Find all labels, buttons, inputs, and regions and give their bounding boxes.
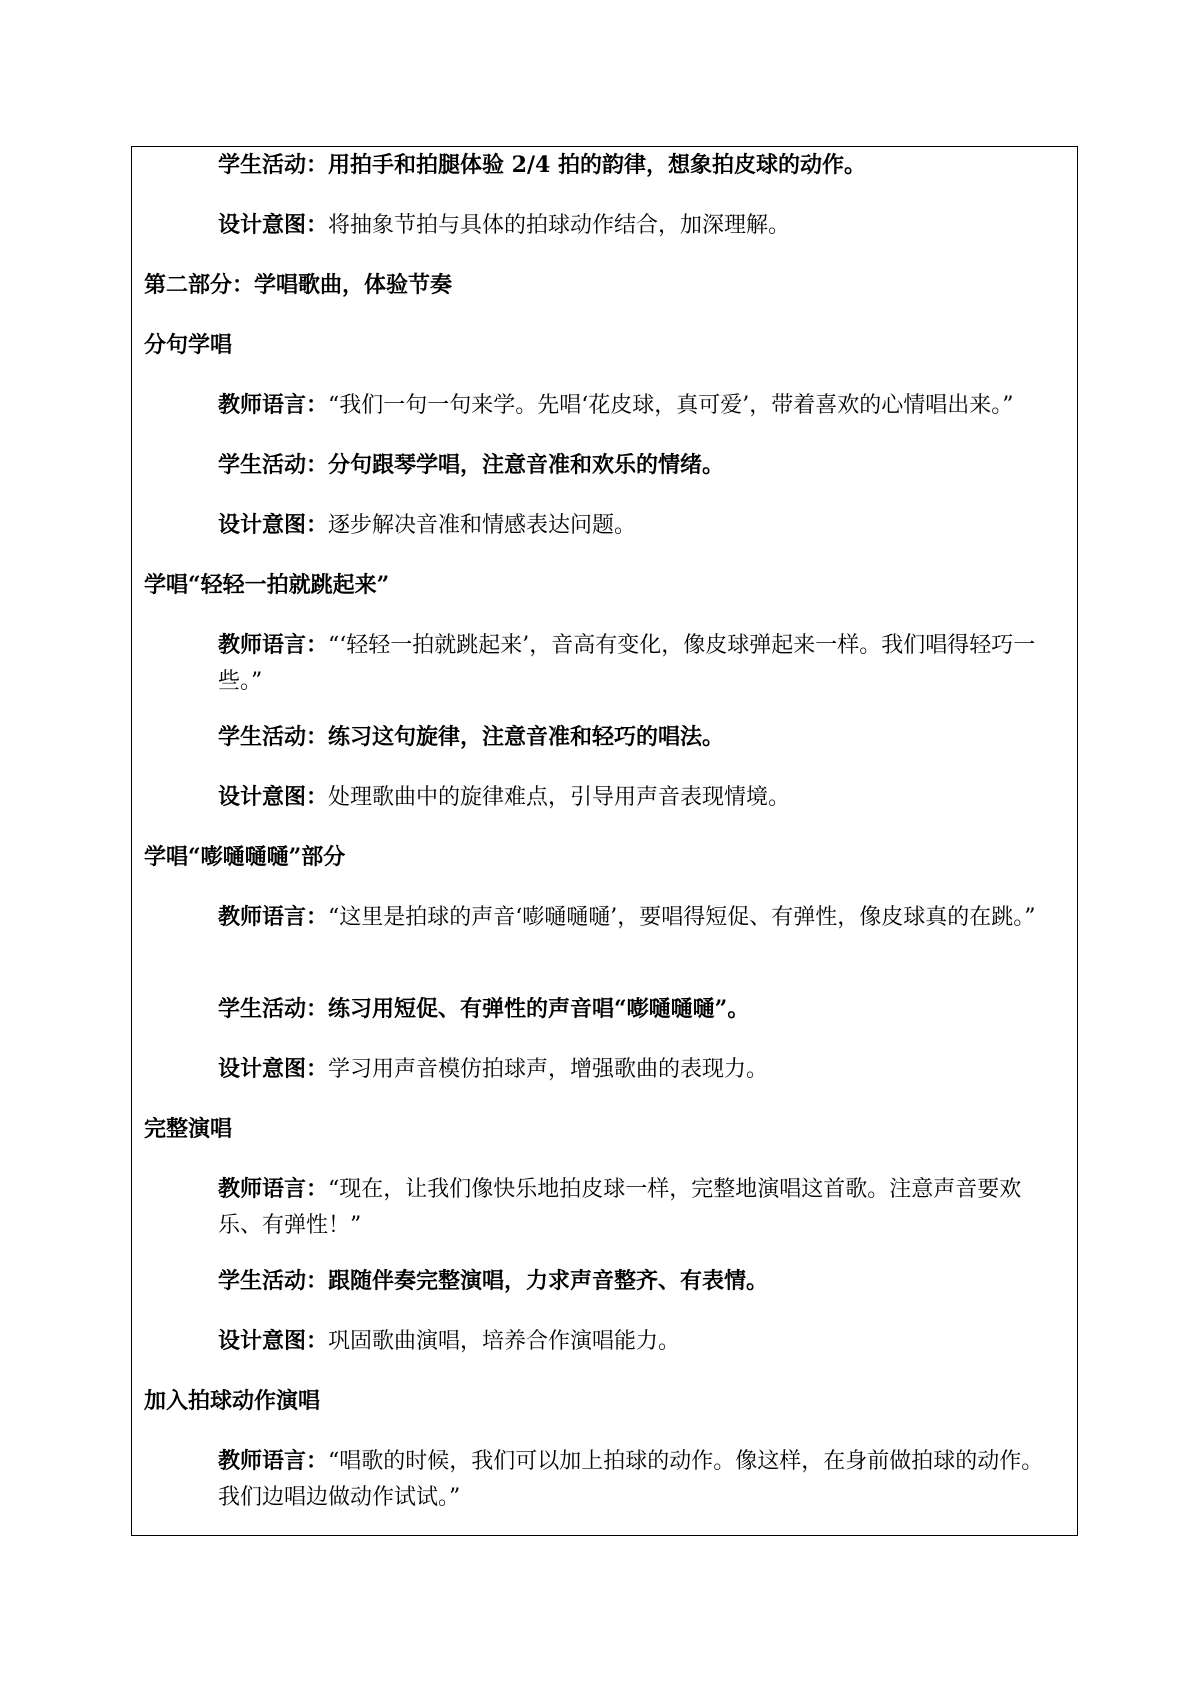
paragraph-text: “‘轻轻一拍就跳起来’，音高有变化，像皮球弹起来一样。我们唱得轻巧一些。”	[218, 633, 1036, 694]
student-activity-paragraph	[218, 719, 1056, 755]
paragraph-text: “现在，让我们像快乐地拍皮球一样，完整地演唱这首歌。注意声音要欢乐、有弹性！”	[218, 1177, 1022, 1238]
design-intent-paragraph	[218, 1323, 1056, 1360]
paragraph-text: 练习这句旋律，注意音准和轻巧的唱法。	[328, 724, 725, 750]
student-activity-paragraph	[218, 1263, 1056, 1299]
student-activity-paragraph	[218, 147, 1056, 183]
paragraph-label: 教师语言：	[218, 904, 329, 930]
paragraph-text: 巩固歌曲演唱，培养合作演唱能力。	[328, 1329, 681, 1354]
section-heading: 第二部分：学唱歌曲，体验节奏	[144, 272, 453, 298]
paragraph-label: 学生活动：	[218, 452, 329, 478]
paragraph-label: 设计意图：	[218, 1056, 329, 1082]
subsection-heading: 完整演唱	[144, 1116, 233, 1142]
paragraph-label: 学生活动：	[218, 1268, 329, 1294]
paragraph-text: 跟随伴奏完整演唱，力求声音整齐、有表情。	[328, 1268, 769, 1294]
paragraph-label: 教师语言：	[218, 1176, 329, 1202]
teacher-language-paragraph	[218, 1443, 1056, 1516]
subsection-heading: 加入拍球动作演唱	[144, 1388, 321, 1414]
paragraph-label: 学生活动：	[218, 724, 329, 750]
paragraph-label: 设计意图：	[218, 784, 329, 810]
paragraph-label: 设计意图：	[218, 1328, 329, 1354]
teacher-language-paragraph	[218, 627, 1056, 700]
paragraph-label: 教师语言：	[218, 632, 329, 658]
design-intent-paragraph	[218, 207, 1056, 244]
paragraph-text: 学习用声音模仿拍球声，增强歌曲的表现力。	[328, 1057, 769, 1082]
paragraph-label: 设计意图：	[218, 512, 329, 538]
subsection-heading: 学唱“轻轻一拍就跳起来”	[144, 572, 390, 598]
design-intent-paragraph	[218, 1051, 1056, 1088]
design-intent-paragraph	[218, 507, 1056, 544]
subsection-heading: 分句学唱	[144, 332, 233, 358]
paragraph-text: “这里是拍球的声音‘嘭嗵嗵嗵’，要唱得短促、有弹性，像皮球真的在跳。”	[328, 905, 1036, 930]
paragraph-text: 用拍手和拍腿体验 2/4 拍的韵律，想象拍皮球的动作。	[328, 152, 866, 178]
paragraph-text: 练习用短促、有弹性的声音唱“嘭嗵嗵嗵”。	[328, 996, 750, 1022]
student-activity-paragraph	[218, 991, 1056, 1027]
teacher-language-paragraph	[218, 899, 1056, 936]
paragraph-text: 逐步解决音准和情感表达问题。	[328, 513, 637, 538]
student-activity-paragraph	[218, 447, 1056, 483]
teacher-language-paragraph	[218, 1171, 1056, 1244]
paragraph-text: “我们一句一句来学。先唱‘花皮球，真可爱’，带着喜欢的心情唱出来。”	[328, 393, 1014, 418]
paragraph-text: 处理歌曲中的旋律难点，引导用声音表现情境。	[328, 785, 791, 810]
design-intent-paragraph	[218, 779, 1056, 816]
paragraph-label: 教师语言：	[218, 392, 329, 418]
paragraph-label: 设计意图：	[218, 212, 329, 238]
teacher-language-paragraph	[218, 387, 1056, 424]
paragraph-text: 将抽象节拍与具体的拍球动作结合，加深理解。	[328, 213, 791, 238]
paragraph-text: “唱歌的时候，我们可以加上拍球的动作。像这样，在身前做拍球的动作。我们边唱边做动作试试。”	[218, 1449, 1044, 1510]
paragraph-label: 学生活动：	[218, 996, 329, 1022]
lesson-plan-table-cell	[131, 146, 1078, 1536]
paragraph-text: 分句跟琴学唱，注意音准和欢乐的情绪。	[328, 452, 725, 478]
paragraph-label: 教师语言：	[218, 1448, 329, 1474]
subsection-heading: 学唱“嘭嗵嗵嗵”部分	[144, 844, 346, 870]
paragraph-label: 学生活动：	[218, 152, 329, 178]
